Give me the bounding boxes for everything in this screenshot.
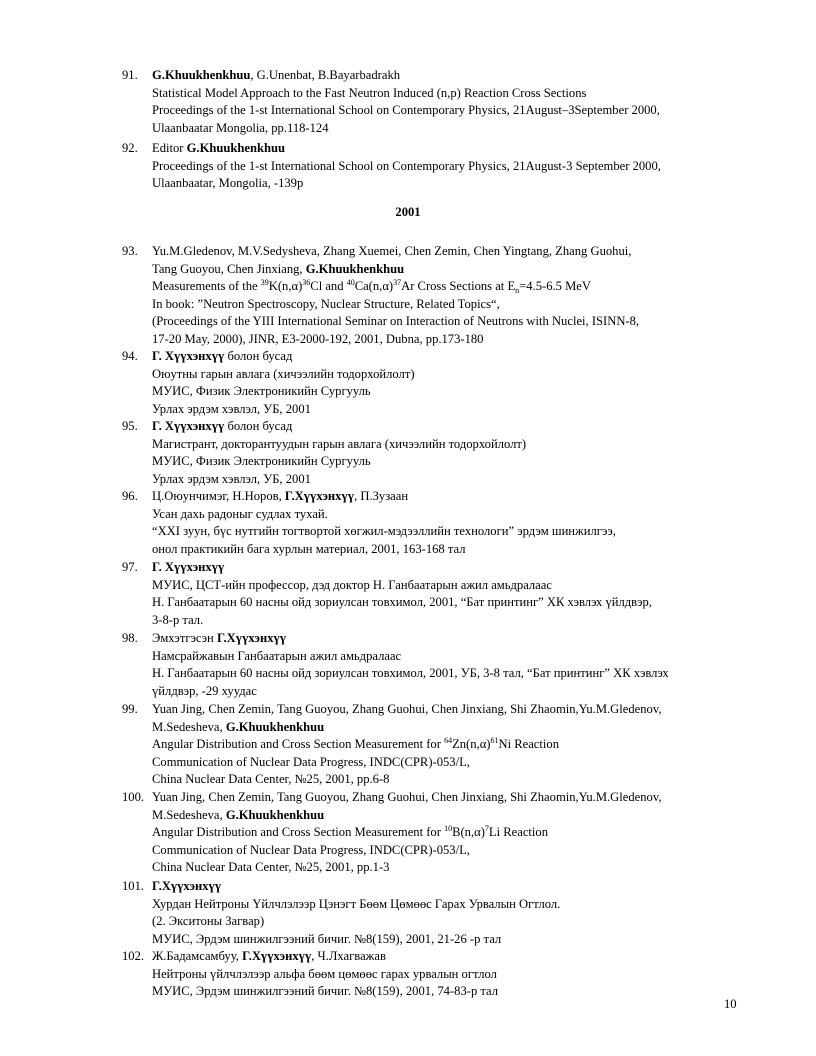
entry-number: 97. [122, 560, 138, 574]
authors-line: Yuan Jing, Chen Zemin, Tang Guoyou, Zhang Guohui, Chen Jinxiang, Shi Zhaomin,Yu.M.Gledenov, [152, 790, 662, 804]
author-bold: G.Khuukhenkhuu [186, 141, 286, 155]
author-bold: Г.Хүүхэнхүү [284, 489, 355, 503]
reference-entry-97 [122, 559, 762, 629]
source-line: Ulaanbaatar, Mongolia, -139p [152, 176, 304, 191]
source-line: Communication of Nuclear Data Progress, INDC(CPR)-053/L, [152, 754, 470, 769]
authors-line: M.Sedesheva, G.Khuukhenkhuu [152, 807, 325, 822]
title-line: Statistical Model Approach to the Fast Neutron Induced (n,p) Reaction Cross Sections [152, 85, 587, 100]
entry-number: 99. [122, 702, 138, 716]
title-line: (2. Экситоны Загвар) [152, 914, 265, 929]
reference-entry-102 [122, 948, 762, 1001]
source-line: 3-8-р тал. [152, 612, 204, 627]
title-line: Proceedings of the 1-st International School on Contemporary Physics, 21August-3 September 2000, [152, 158, 661, 173]
source-line: Ulaanbaatar Mongolia, pp.118-124 [152, 120, 329, 135]
title-line: Намсрайжавын Ганбаатарын ажил амьдралаас [152, 648, 402, 663]
entry-number: 94. [122, 349, 138, 363]
title-line: Нейтроны үйлчлэлээр альфа бөөм цөмөөс гарах урвалын огтлол [152, 966, 497, 981]
reference-entry-92 [122, 140, 762, 193]
source-line: (Proceedings of the YIII International Seminar on Interaction of Neutrons with Nuclei, ISINN-8, [152, 314, 640, 329]
entry-number: 93. [122, 244, 138, 258]
author-bold: G.Khuukhenkhuu [225, 719, 325, 734]
year-heading: 2001 [395, 205, 421, 219]
reference-entry-101 [122, 878, 762, 948]
entry-number: 98. [122, 631, 138, 645]
source-line: үйлдвэр, -29 хуудас [152, 683, 257, 698]
authors-line: Yuan Jing, Chen Zemin, Tang Guoyou, Zhang Guohui, Chen Jinxiang, Shi Zhaomin,Yu.M.Gledenov, [152, 702, 662, 716]
source-line: Н. Ганбаатарын 60 насны ойд зориулсан товхимол, 2001, УБ, 3-8 тал, “Бат принтинг” ХК хэвлэх [152, 666, 669, 681]
source-line: Proceedings of the 1-st International School on Contemporary Physics, 21August–3September 2000, [152, 103, 660, 118]
source-line: МУИС, Эрдэм шинжилгээний бичиг. №8(159), 2001, 74-83-р тал [152, 984, 499, 999]
entry-number: 95. [122, 419, 138, 433]
entry-number: 91. [122, 68, 138, 82]
entry-number: 101. [122, 879, 145, 893]
source-line: Урлах эрдэм хэвлэл, УБ, 2001 [152, 401, 311, 416]
source-line: Н. Ганбаатарын 60 насны ойд зориулсан товхимол, 2001, “Бат принтинг” ХК хэвлэх үйлдвэр, [152, 595, 652, 610]
reference-entry-96 [122, 488, 762, 558]
author-bold: G.Khuukhenkhuu [152, 68, 251, 82]
source-line: “XXI зуун, бүс нутгийн тогтвортой хөгжил-мэдээллийн технологи” эрдэм шинжилгээ, [152, 524, 616, 539]
author-bold: Г. Хүүхэнхүү [152, 419, 225, 433]
entry-number: 92. [122, 141, 138, 155]
title-line: Оюутны гарын авлага (хичээлийн тодорхойлолт) [152, 366, 415, 381]
authors-line: Эмхэтгэсэн Г.Хүүхэнхүү [152, 631, 287, 645]
source-line: онол практикийн бага хурлын материал, 2001, 163-168 тал [152, 541, 466, 556]
entry-number: 102. [122, 949, 145, 963]
reference-entry-95 [122, 418, 762, 488]
source-line: China Nuclear Data Center, №25, 2001, pp.6-8 [152, 772, 390, 787]
reference-entry-93 [122, 243, 762, 349]
author-bold: G.Khuukhenkhuu [225, 807, 325, 822]
authors-line [152, 559, 762, 577]
author-bold: Г.Хүүхэнхүү [242, 949, 312, 963]
source-line: МУИС, Физик Электроникийн Сургууль [152, 384, 371, 399]
reference-entry-100 [122, 789, 762, 877]
authors-line: G.Khuukhenkhuu, G.Unenbat, B.Bayarbadrakh [152, 68, 401, 82]
page-number: 10 [724, 997, 737, 1011]
source-line: Communication of Nuclear Data Progress, INDC(CPR)-053/L, [152, 842, 470, 857]
reference-entry-99 [122, 701, 762, 789]
title-line: МУИС, ЦСТ-ийн профессор, дэд доктор Н. Ганбаатарын ажил амьдралаас [152, 577, 552, 592]
author-bold: Г.Хүүхэнхүү [216, 631, 287, 645]
entry-number: 96. [122, 489, 138, 503]
entry-number: 100. [122, 790, 145, 804]
authors-line: Г. Хүүхэнхүү болон бусад [152, 419, 293, 433]
authors-line: Editor G.Khuukhenkhuu [152, 141, 286, 155]
author-bold: Г. Хүүхэнхүү [152, 349, 225, 363]
reference-entry-98 [122, 630, 762, 700]
authors-line: Г. Хүүхэнхүү болон бусад [152, 349, 293, 363]
authors-line: M.Sedesheva, G.Khuukhenkhuu [152, 719, 325, 734]
title-line: Усан дахь радоныг судлах тухай. [152, 506, 328, 521]
title-line: Angular Distribution and Cross Section Measurement for $^{10}B(n,\alpha)^7Li$ Reaction [152, 824, 549, 840]
source-line: In book: ”Neutron Spectroscopy, Nuclear Structure, Related Topics“, [152, 296, 500, 311]
authors-line: Ц.Оюунчимэг, Н.Норов, Г.Хүүхэнхүү, П.Зузаан [152, 489, 409, 503]
authors-line: Ж.Бадамсамбуу, Г.Хүүхэнхүү, Ч.Лхагважав [152, 949, 386, 963]
title-line: Angular Distribution and Cross Section Measurement for $^{64}Zn(n,\alpha)^{61}Ni$ Reaction [152, 736, 559, 752]
title-line: Магистрант, докторантуудын гарын авлага (хичээлийн тодорхойлолт) [152, 436, 527, 451]
authors-line [152, 878, 762, 896]
title-line: Хурдан Нейтроны Үйлчлэлээр Цэнэгт Бөөм Цөмөөс Гарах Урвалын Огтлол. [152, 896, 561, 911]
authors-line: Tang Guoyou, Chen Jinxiang, G.Khuukhenkhuu [152, 261, 405, 276]
reference-entry-91 [122, 67, 762, 137]
source-line: МУИС, Физик Электроникийн Сургууль [152, 454, 371, 469]
author-bold: Г.Хүүхэнхүү [152, 879, 222, 893]
author-bold: G.Khuukhenkhuu [305, 261, 405, 276]
author-bold: Г. Хүүхэнхүү [152, 560, 225, 574]
authors-line: Yu.M.Gledenov, M.V.Sedysheva, Zhang Xuemei, Chen Zemin, Chen Yingtang, Zhang Guohui, [152, 244, 632, 258]
reference-entry-94 [122, 348, 762, 418]
source-line: Урлах эрдэм хэвлэл, УБ, 2001 [152, 471, 311, 486]
title-line: Measurements of the $^{39}K(n,\alpha)^{36}Cl$ and $^{40}Ca(n,\alpha)^{37}Ar$ Cross Sections at $E_n=4.5-6.5$ MeV [152, 278, 591, 296]
source-line: МУИС, Эрдэм шинжилгээний бичиг. №8(159), 2001, 21-26 -р тал [152, 931, 502, 946]
source-line: 17-20 May, 2000), JINR, E3-2000-192, 2001, Dubna, pp.173-180 [152, 331, 484, 346]
source-line: China Nuclear Data Center, №25, 2001, pp.1-3 [152, 860, 390, 875]
